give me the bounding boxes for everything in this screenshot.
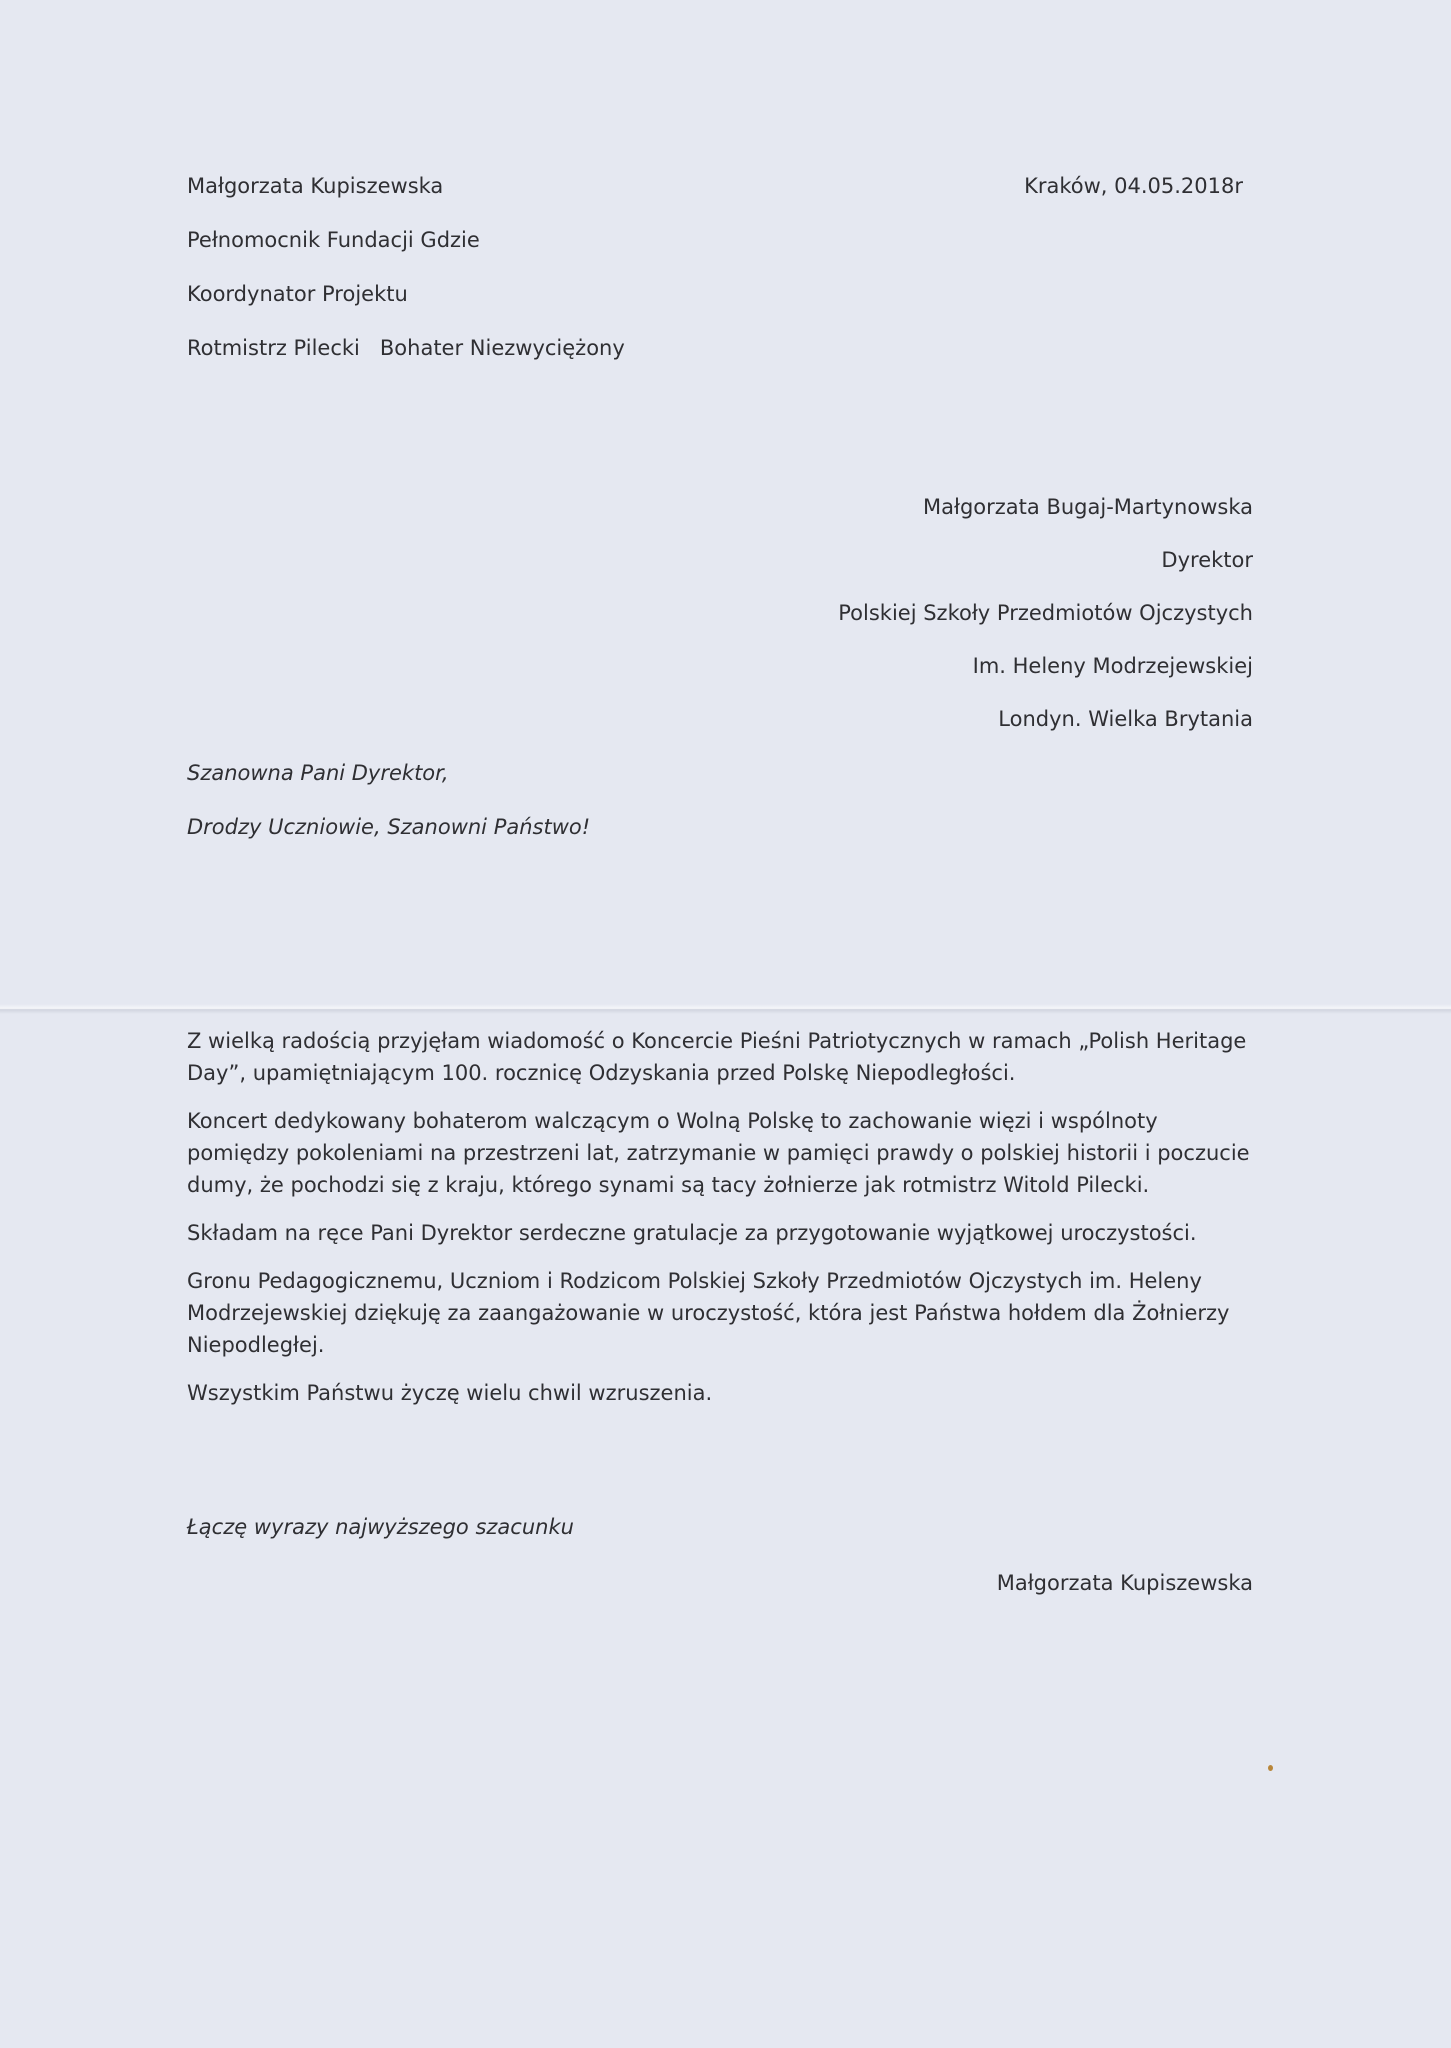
recipient-title: Dyrektor <box>1161 548 1253 572</box>
recipient-block <box>838 492 1253 757</box>
body-paragraph: Gronu Pedagogicznemu, Uczniom i Rodzicom Polskiej Szkoły Przedmiotów Ojczystych im. Heleny Modrzejewskiej dziękuję za zaangażowanie w uroczystość, która jest Państwa hołdem dla Żołnierzy Niepodległej. <box>187 1269 1230 1357</box>
letter-body <box>187 1025 1257 1425</box>
body-paragraph: Z wielką radością przyjęłam wiadomość o Koncercie Pieśni Patriotycznych w ramach „Polish Heritage Day”, upamiętniającym 100. rocznicę Odzyskania przed Polskę Niepodległości. <box>187 1029 1247 1085</box>
closing-line: Łączę wyrazy najwyższego szacunku <box>187 1515 574 1539</box>
salutation-line-2: Drodzy Uczniowie, Szanowni Państwo! <box>187 815 591 839</box>
salutation-block <box>187 758 590 866</box>
paper-speck <box>1268 1765 1273 1771</box>
sender-role: Koordynator Projektu <box>187 282 408 306</box>
body-paragraph: Koncert dedykowany bohaterom walczącym o Wolną Polskę to zachowanie więzi i wspólnoty pomiędzy pokoleniami na przestrzeni lat, zatrzymanie w pamięci prawdy o polskiej historii i poczucie dumy, że pochodzi się z kraju, którego synami są tacy żołnierze jak rotmistrz Witold Pilecki. <box>187 1109 1250 1197</box>
sender-name: Małgorzata Kupiszewska <box>187 174 444 198</box>
signature-name: Małgorzata Kupiszewska <box>996 1571 1253 1595</box>
recipient-school-patron: Im. Heleny Modrzejewskiej <box>972 654 1253 678</box>
paper-fold-crease <box>0 1004 1451 1014</box>
sender-title: Pełnomocnik Fundacji Gdzie <box>187 228 480 252</box>
letter-date: Kraków, 04.05.2018r <box>1024 174 1243 198</box>
recipient-name: Małgorzata Bugaj-Martynowska <box>923 495 1253 519</box>
body-paragraph: Składam na ręce Pani Dyrektor serdeczne gratulacje za przygotowanie wyjątkowej uroczystości. <box>187 1221 1197 1245</box>
body-paragraph: Wszystkim Państwu życzę wielu chwil wzruszenia. <box>187 1381 713 1405</box>
sender-block <box>187 171 625 387</box>
salutation-line-1: Szanowna Pani Dyrektor, <box>187 761 449 785</box>
recipient-location: Londyn. Wielka Brytania <box>998 707 1253 731</box>
recipient-school: Polskiej Szkoły Przedmiotów Ojczystych <box>838 601 1253 625</box>
sender-project: Rotmistrz Pilecki Bohater Niezwyciężony <box>187 336 625 360</box>
